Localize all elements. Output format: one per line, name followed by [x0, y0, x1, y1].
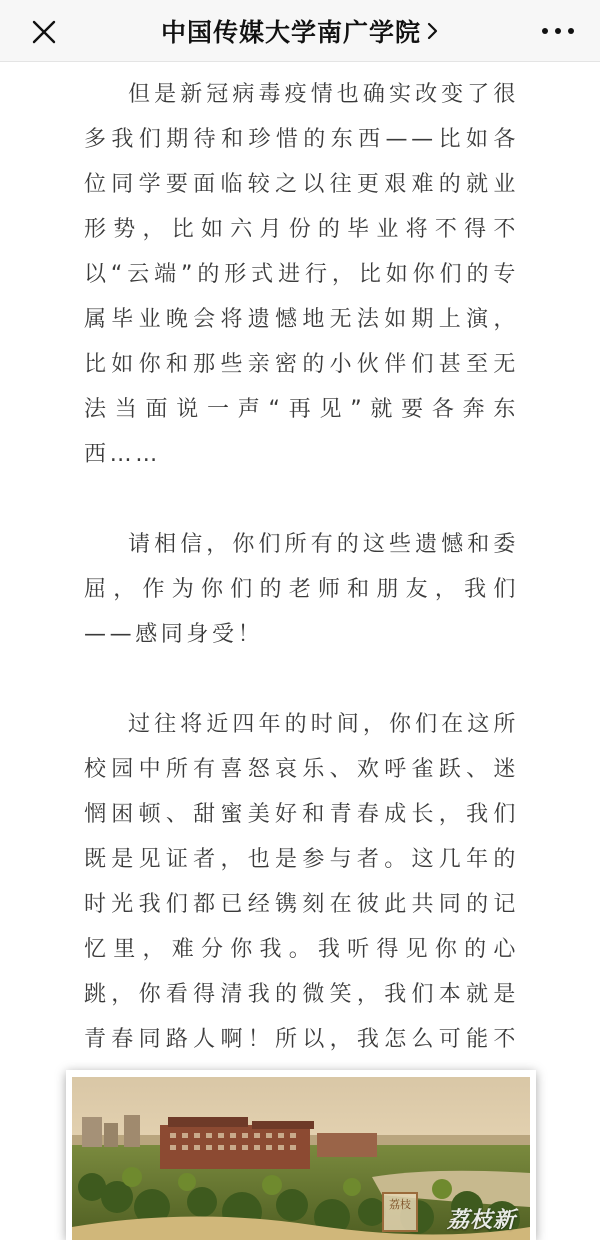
- more-dot: [555, 28, 561, 34]
- close-button[interactable]: [22, 11, 66, 51]
- campus-photo: [72, 1077, 530, 1240]
- more-options-button[interactable]: [536, 14, 582, 48]
- article-paragraph: 请相信，你们所有的这些遗憾和委屈，作为你们的老师和朋友，我们——感同身受！: [84, 532, 519, 647]
- article-paragraph: 过往将近四年的时间，你们在这所校园中所有喜怒哀乐、欢呼雀跃、迷惘困顿、甜蜜美好和青春成长，我们既是见证者，也是参与者。这几年的时光我们都已经镌刻在彼此共同的记忆里，难分你我。我听得见你的心跳，你看得清我的微笑，我们本就是青春同路人啊！所以，我怎么可能不: [84, 712, 519, 1052]
- more-dot: [568, 28, 574, 34]
- watermark-text: 荔枝新: [446, 1208, 516, 1233]
- top-navigation-bar: [0, 0, 600, 62]
- account-title-link[interactable]: [120, 0, 480, 62]
- page-title: 中国传媒大学南广学院: [160, 18, 421, 47]
- more-horizontal-icon: [542, 28, 548, 34]
- close-icon: [32, 20, 56, 44]
- article-body: [84, 72, 519, 1107]
- article-image[interactable]: [66, 1070, 536, 1240]
- chevron-right-icon: [427, 22, 439, 40]
- watermark-seal: 荔枝: [382, 1192, 418, 1232]
- article-paragraph: 但是新冠病毒疫情也确实改变了很多我们期待和珍惜的东西——比如各位同学要面临较之以往更艰难的就业形势，比如六月份的毕业将不得不以“云端”的形式进行，比如你们的专属毕业晚会将遗憾地无法如期上演，比如你和那些亲密的小伙伴们甚至无法当面说一声“再见”就要各奔东西……: [84, 82, 519, 467]
